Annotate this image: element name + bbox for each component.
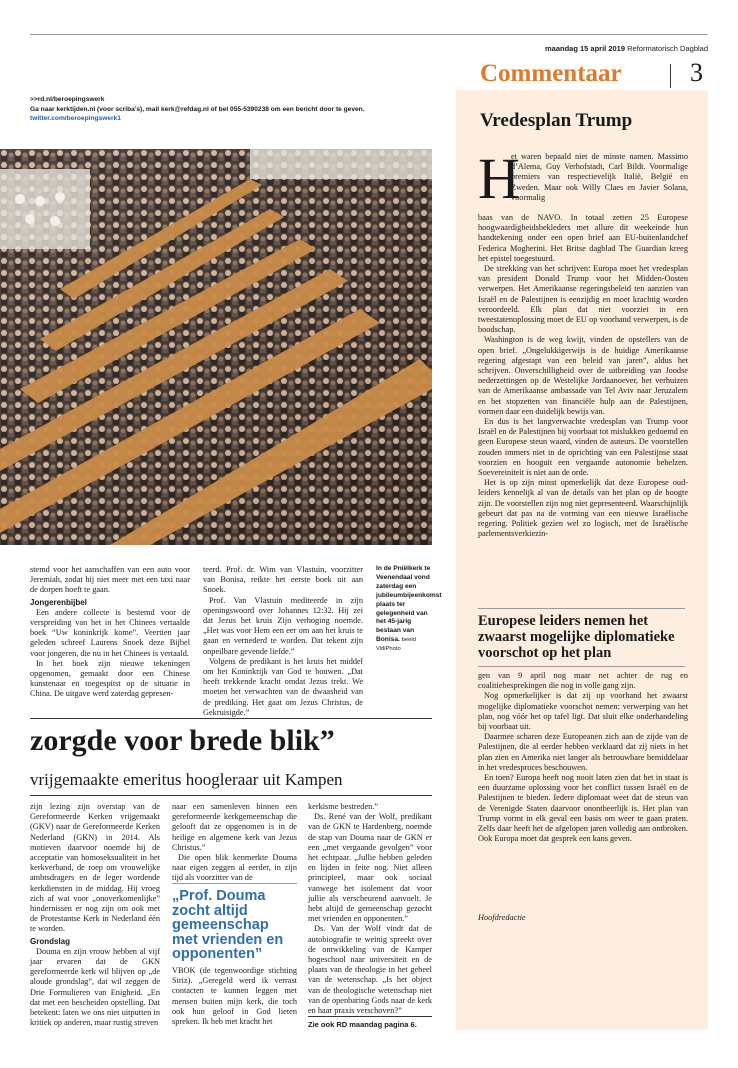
paragraph: baas van de NAVO. In totaal zetten 25 Europese hoogwaardigheidsbekleders met allure dit weekeinde hun handtekening onder een open brief aan EU-buitenlandchef Federica Mogherini. Het Britse dagblad The Guardian kreeg het epistel toegestuurd. [478, 213, 688, 263]
article2-col3 [308, 802, 432, 1016]
photo-caption [376, 565, 442, 654]
rd-link[interactable]: >>rd.nl/beroepingswerk [30, 96, 105, 103]
paragraph: VBOK (de tegenwoordige stichting Siriz). „Geregeld werd ik verrast contacten te kunnen leggen met mensen buiten mijn kerk, die toch ook hun geloof in God lieten spreken. Ik heb met kracht het [172, 966, 297, 1027]
article2-sub-rule [30, 795, 432, 796]
commentary-body2 [478, 671, 688, 844]
commentary-subhead-rule-top [478, 608, 685, 609]
commentary-body [478, 213, 688, 540]
pull-quote-rule [172, 883, 297, 884]
section-title: Commentaar [480, 60, 622, 87]
congregation-image [0, 149, 432, 545]
top-rule [30, 34, 708, 35]
commentary-subhead: Europese leiders nemen het zwaarst mogelijke diplomatieke voorschot op het plan [478, 613, 675, 661]
article2-top-rule [30, 718, 432, 719]
caption-text: In de Pniëlkerk te Veenendaal vond zaterdag een jubileumbijeenkomst plaats ter gelegenheid van het 45-jarig bestaan van Bonisa. [376, 565, 442, 644]
paragraph: En dus is het langverwachte vredesplan van Trump voor Israël en de Palestijnen bij voorbaat tot mislukken gedoemd en geen Europese steun waard, vinden de auteurs. De voorstellen zouden immers niet in de oprichting van een Palestijnse staat voorzien en hooguit een vergaande autonomie behelzen. Soevereiniteit is niet aan de orde. [478, 417, 688, 478]
pull-quote: „Prof. Douma zocht altijd gemeenschap met vrienden en opponenten” [172, 888, 284, 963]
paragraph: Douma en zijn vrouw hebben al vijf jaar ervaren dat de GKN gereformeerde kerk wil blijven op „de aloude grondslag”, dat wil zeggen de Drie Formulieren van Enigheid. „En dat met een bescheiden opstelling. Dat betekent: laten we ons niet uitputten in kritiek op anderen, maar rustig streven [30, 946, 160, 1028]
paragraph: gen van 9 april nog maar net achter de rug en coalitiebesprekingen die nog in volle gang zijn. [478, 671, 688, 691]
article2-col1 [30, 802, 160, 1028]
page-number: 3 [690, 58, 703, 87]
twitter-link[interactable]: twitter.com/beroepingswerk1 [30, 115, 121, 122]
caption-credit: beeld VidiPhoto [376, 637, 416, 653]
paragraph: zijn lezing zijn overstap van de Gereformeerde Kerken vrijgemaakt (GKV) naar de Gereformeerde Kerken Nederland (GKN) in 2014. Als motieven daarvoor noemde hij de acceptatie van homoseksualiteit in het kerkverband, de roep om vrouwelijke ambtsdragers en de leger wordende kerkdiensten in de middag. Hij vroeg zich af wat voor „onoverkomenlijke” hindernissen er nog zijn om ook met de Protestantse Kerk in Nederland één te worden. [30, 802, 160, 934]
commentary-intro [511, 152, 688, 203]
article2-col2-top [172, 802, 297, 884]
article2-col2-bottom [172, 966, 297, 1027]
beroepingswerk-links [30, 95, 365, 124]
paragraph: kerkisme bestreden.” [308, 802, 379, 811]
commentary-title: Vredesplan Trump [480, 110, 633, 131]
paragraph: Nog opmerkelijker is dat zij op voorhand het zwaarst mogelijke diplomatieke voorschot nemen: verwerping van het plan, nog vóór het op tafel ligt. Dat sluit elke onderhandeling bij voorbaat uit. [478, 691, 688, 732]
paragraph: naar een samenleven binnen een gereformeerde kerkgemeenschap die gelooft dat ze opgenomen is in de heilige en algemene kerk van Jezus Christus.” [172, 802, 297, 852]
subheading-jongerenbijbel: Jongerenbijbel [30, 597, 87, 607]
paragraph: Die open blik kenmerkte Douma naar eigen zeggen al eerder, in zijn tijd als voorzitter van de [172, 853, 297, 883]
paragraph: De strekking van het schrijven: Europa moet het vredesplan van president Donald Trump voor het Midden-Oosten verwerpen. Het Amerikaanse regeringsbeleid ten aanzien van Israël en de Palestijnen is eenzijdig en moet krachtig worden veroordeeld. Elk plan dat niet voorziet in een tweestatenoplossing moet de EU op voorhand verwerpen, is de boodschap. [478, 264, 688, 335]
paragraph: In het boek zijn nieuwe tekeningen opgenomen, gemaakt door een Chinese kunstenaar en toegespitst op de situatie in China. De uitgave werd zaterdag gepresen- [30, 658, 190, 699]
section-divider [670, 64, 671, 88]
paragraph: teerd. Prof. dr. Wim van Vlastuin, voorzitter van Bonisa, reikte het eerste boek uit aan Snoek. [203, 565, 363, 595]
paragraph: Prof. Van Vlastuin mediteerde in zijn openingswoord over Johannes 12:32. Hij zei dat Jezus het kruis Zijn verhoging noemde. „Het was voor Hem een eer om aan het kruis te gaan en vernederd te worden. Dat tekent zijn onpeilbare gevende liefde.” [203, 595, 363, 656]
article2-headline: zorgde voor brede blik” [30, 724, 335, 757]
article2-subhead: vrijgemaakte emeritus hoogleraar uit Kampen [30, 770, 343, 789]
paragraph: Ds. Van der Wolf vindt dat de autobiografie te weinig spreekt over de ontwikkeling van de Kamper hogeschool naar universiteit en de plaats van de theologie in het geheel van de wetenschap. „Is het object van de theologische wetenschap niet van de openbaring Gods naar de kerk en haar praxis verschoven?” [308, 924, 432, 1016]
paragraph: Daarmee scharen deze Europeanen zich aan de zijde van de Palestijnen, die al eerder hebben verklaard dat zij niets in het plan zien en Amerika niet langer als betrouwbare bemiddelaar in het vredesproces beschouwen. [478, 732, 688, 772]
see-also-rule [308, 1016, 432, 1017]
paragraph: Volgens de predikant is het kruis het middel om het Koninkrijk van God te bouwen. „Dat heeft trekkende kracht omdat Jezus trekt. We moeten het verwachten van de dwaasheid van de prediking. Het gaat om Jezus Christus, de Gekruisigde.” [203, 656, 363, 717]
see-also-link[interactable]: Zie ook RD maandag pagina 6. [308, 1020, 417, 1029]
article1-col1 [30, 565, 190, 700]
commentary-subhead-rule-bottom [478, 666, 685, 667]
paragraph: Het is op zijn minst opmerkelijk dat deze Europese oud-leiders kennelijk al van de details van het plan op de hoogte zijn. De voorstellen zijn nog niet gepresenteerd. Waarschijnlijk gebeurt dat pas na de vorming van een nieuwe Israëlische regering. Politiek gezien wel zo logisch, met de Israëlische parlementsverkiezin- [478, 478, 688, 539]
issue-date: maandag 15 april 2019 [544, 44, 626, 53]
paragraph: stemd voor het aanschaffen van een auto voor Jeremiah, zodat hij niet meer met een taxi naar de dorpen hoeft te gaan. [30, 565, 190, 595]
dateline [545, 44, 708, 53]
contact-info: Ga naar kerktijden.nl (voor scriba’s), mail kerk@refdag.nl of bel 055-5390238 om een bericht door te geven. [30, 105, 365, 113]
article1-col2 [203, 565, 363, 718]
drop-cap: H [478, 146, 520, 211]
paragraph: Een andere collecte is bestemd voor de verspreiding van het in het Chinees vertaalde boek “Uw koninkrijk kome”. Veertien jaar geleden schreef Laurens Snoek deze Bijbel voor jongeren, die nu in het Chinees is vertaald. [30, 607, 190, 658]
signature: Hoofdredactie [478, 913, 526, 922]
paper-name: Reformatorisch Dagblad [627, 44, 708, 53]
paragraph: et waren bepaald niet de minste namen. Massimo d’Alema, Guy Verhofstadt, Carl Bildt. Voormalige premiers van respectievelijk Italië, België en Zweden. Maar ook Willy Claes en Javier Solana, voormalig [511, 152, 688, 202]
paragraph: Washington is de weg kwijt, vinden de opstellers van de open brief. „Ongelukkigerwijs is de huidige Amerikaanse regering afgestapt van een beleid van jaren”, aldus het schrijven. Onverschilligheid over de uitbreiding van Joodse nederzettingen op de Westelijke Jordaanoever, het verhuizen van de Amerikaanse ambassade van Tel Aviv naar Jeruzalem en het stopzetten van financiële hulp aan de Palestijnen, vormen daar een duidelijk bewijs van. [478, 335, 688, 416]
paragraph: En toen? Europa heeft nog nooit laten zien dat het in staat is een duurzame oplossing voor het conflict tussen Israël en de Palestijnen te bieden. Iedere diplomaat weet dat de steun van de Verenigde Staten daarvoor onontbeerlijk is. Het plan van Trump vormt in elk geval een basis om weer te gaan praten. Zelfs daar heeft het de afgelopen jaren volledig aan ontbroken. Ook Europa moet dat gesprek een kans geven. [478, 773, 688, 844]
church-photo [0, 149, 432, 545]
subheading-grondslag: Grondslag [30, 936, 71, 946]
paragraph: Ds. René van der Wolf, predikant van de GKN te Hardenberg, noemde de stap van Douma naar de GKN er een „met vergaande gevolgen” voor het echtpaar. „Jullie hebben geleden en lijden in feite nog. Niet alleen principieel, maar ook sociaal vanwege het isolement dat voor jullie als verscheurend aanvoelt. Je hebt altijd de gemeenschap gezocht met vrienden en opponenten.” [308, 812, 432, 924]
